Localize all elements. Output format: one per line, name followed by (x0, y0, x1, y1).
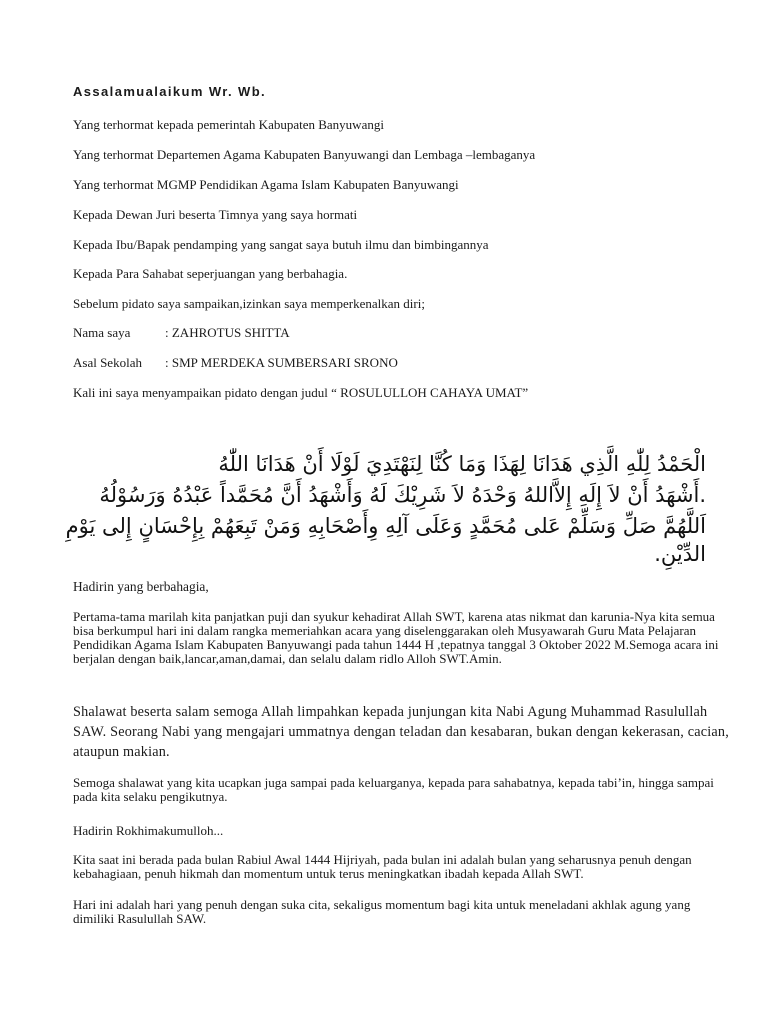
introduction-line: Sebelum pidato saya sampaikan,izinkan saya memperkenalkan diri; (73, 296, 425, 311)
shalawat-continuation-paragraph: Semoga shalawat yang kita ucapkan juga sampai pada keluarganya, kepada para sahabatnya, kepada tabi’in, hingga sampai pada kita selaku pengikutnya. (73, 775, 714, 804)
salutation-line: Kepada Dewan Juri beserta Timnya yang saya hormati (73, 207, 358, 222)
speech-title-line: Kali ini saya menyampaikan pidato dengan judul “ ROSULULLOH CAHAYA UMAT” (73, 385, 529, 400)
audience-address: Hadirin Rokhimakumulloh... (73, 823, 224, 838)
shalawat-paragraph: Shalawat beserta salam semoga Allah limpahkan kepada junjungan kita Nabi Agung Muhammad Rasulullah SAW. Seorang Nabi yang mengajari ummatnya dengan teladan dan kesabaran, bukan dengan kekerasan, cacian, ataupun makian. (73, 704, 729, 760)
school-label: Asal Sekolah (73, 355, 142, 370)
arabic-line-2: .أَشْهَدُ أَنْ لاَ إِلَهِ إِلاَّاللهُ وَحْدَهُ لاَ شَرِيْكَ لَهُ وَأَشْهَدُ أَنَّ مُحَمَّداً عَبْدُهُ وَرَسُوْلُهُ (99, 483, 706, 507)
arabic-line-1: الْحَمْدُ لِلّٰهِ الَّذِي هَدَانَا لِهَذَا وَمَا كُنَّا لِنَهْتَدِيَ لَوْلَا أَنْ هَدَانَا اللّٰهُ (218, 452, 706, 476)
opening-paragraph: Pertama-tama marilah kita panjatkan puji dan syukur kehadirat Allah SWT, karena atas nikmat dan karunia-Nya kita semua bisa berkumpul hari ini dalam rangka memeriahkan acara yang diselenggarakan oleh Musyawarah Guru Mata Pelajaran Pendidikan Agama Islam Kabupaten Banyuwangi pada tahun 1444 H ,tepatnya tanggal 3 Oktober 2022 M.Semoga acara ini berjalan dengan baik,lancar,aman,damai, dan selalu dalam ridlo Alloh SWT.Amin. (73, 609, 719, 666)
salutation-line: Yang terhormat MGMP Pendidikan Agama Islam Kabupaten Banyuwangi (73, 177, 459, 192)
salutation-line: Kepada Para Sahabat seperjuangan yang berbahagia. (73, 266, 348, 281)
salutation-line: Yang terhormat Departemen Agama Kabupaten Banyuwangi dan Lembaga –lembaganya (73, 147, 536, 162)
closing-paragraph: Hari ini adalah hari yang penuh dengan suka cita, sekaligus momentum bagi kita untuk meneladani akhlak agung yang dimiliki Rasulullah SAW. (73, 897, 691, 926)
salutation-line: Kepada Ibu/Bapak pendamping yang sangat saya butuh ilmu dan bimbingannya (73, 237, 489, 252)
school-value: : SMP MERDEKA SUMBERSARI SRONO (165, 355, 398, 370)
name-value: : ZAHROTUS SHITTA (165, 325, 290, 340)
arabic-line-3: اَللَّهُمَّ صَلِّ وَسَلِّمْ عَلى مُحَمَّدٍ وَعَلَى آلِهِ وِأَصْحَابِهِ وَمَنْ تَبِعَهُمْ بِإِحْسَانٍ إِلى يَوْمِ (65, 514, 706, 538)
arabic-line-4: الدِّيْنِ. (654, 542, 706, 566)
greeting-heading: Assalamualaikum Wr. Wb. (73, 84, 267, 99)
name-label: Nama saya (73, 325, 131, 340)
name-row (73, 325, 290, 341)
audience-greeting: Hadirin yang berbahagia, (73, 579, 209, 594)
rabiul-awal-paragraph: Kita saat ini berada pada bulan Rabiul Awal 1444 Hijriyah, pada bulan ini adalah bulan yang seharusnya penuh dengan kebahagiaan, penuh hikmah dan momentum untuk terus meningkatkan ibadah kepada Allah SWT. (73, 852, 692, 881)
school-row (73, 355, 398, 371)
salutation-line: Yang terhormat kepada pemerintah Kabupaten Banyuwangi (73, 117, 384, 132)
